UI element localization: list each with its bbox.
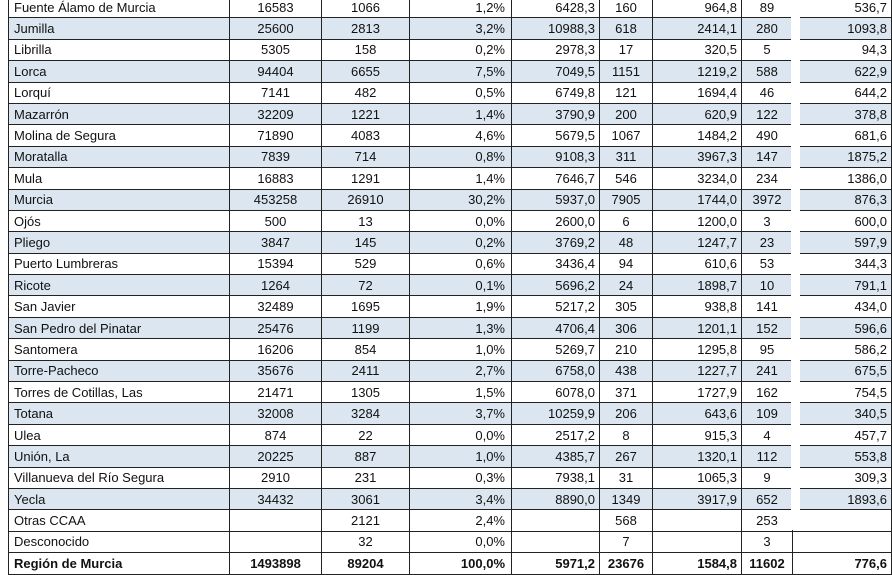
cell-c1: 32209 [230,103,322,124]
cell-c3: 30,2% [410,189,512,210]
cell-c6 [653,531,742,552]
cell-c1: 94404 [230,61,322,82]
cell-c8: 876,3 [793,189,892,210]
cell-c6: 1219,2 [653,61,742,82]
cell-c5: 305 [600,296,653,317]
cell-c6: 915,3 [653,424,742,445]
municipality-name: San Pedro del Pinatar [9,317,230,338]
cell-c1: 21471 [230,382,322,403]
cell-c3: 0,2% [410,232,512,253]
cell-c3: 2,7% [410,360,512,381]
cell-c4: 6078,0 [512,382,600,403]
municipality-name: Lorquí [9,82,230,103]
cell-c8 [793,510,892,531]
cell-c3: 4,6% [410,125,512,146]
cell-c6: 610,6 [653,253,742,274]
cell-c7: 253 [742,510,793,531]
cell-c4: 6758,0 [512,360,600,381]
municipality-name: Moratalla [9,146,230,167]
cell-c5: 8 [600,424,653,445]
table-row [9,360,892,381]
cell-c5: 618 [600,18,653,39]
cell-c6: 3917,9 [653,488,742,509]
cell-c6: 1295,8 [653,339,742,360]
table-row [9,446,892,467]
cell-c4: 7049,5 [512,61,600,82]
cell-c2: 1066 [322,0,410,18]
cell-c3: 0,0% [410,424,512,445]
cell-c2: 1695 [322,296,410,317]
cell-c3: 1,9% [410,296,512,317]
cell-c1: 453258 [230,189,322,210]
cell-c8: 622,9 [793,61,892,82]
cell-c4: 6428,3 [512,0,600,18]
cell-c6: 1727,9 [653,382,742,403]
data-table-container [8,0,887,575]
municipality-name: Desconocido [9,531,230,552]
cell-c7: 3 [742,210,793,231]
cell-c8: 94,3 [793,39,892,60]
cell-c4: 10259,9 [512,403,600,424]
cell-c5: 568 [600,510,653,531]
cell-c5: 311 [600,146,653,167]
cell-c7: 95 [742,339,793,360]
cell-c3: 1,4% [410,168,512,189]
cell-c4: 9108,3 [512,146,600,167]
table-row [9,531,892,552]
municipality-name: Molina de Segura [9,125,230,146]
cell-c5: 7905 [600,189,653,210]
cell-c7: 3972 [742,189,793,210]
table-row [9,168,892,189]
cell-c6: 643,6 [653,403,742,424]
cell-c3: 0,5% [410,82,512,103]
municipality-name: Ojós [9,210,230,231]
cell-c6: 1200,0 [653,210,742,231]
municipality-name: Pliego [9,232,230,253]
cell-c4: 2600,0 [512,210,600,231]
cell-c4: 5679,5 [512,125,600,146]
cell-c1: 7141 [230,82,322,103]
cell-c8: 600,0 [793,210,892,231]
cell-c1 [230,510,322,531]
cell-c2: 3061 [322,488,410,509]
cell-c1: 500 [230,210,322,231]
cell-c8: 1893,6 [793,488,892,509]
cell-c8: 675,5 [793,360,892,381]
cell-c2: 1221 [322,103,410,124]
cell-c4: 5269,7 [512,339,600,360]
table-row [9,61,892,82]
cell-c4: 4706,4 [512,317,600,338]
municipality-name: Santomera [9,339,230,360]
cell-c4: 3769,2 [512,232,600,253]
cell-c3: 0,6% [410,253,512,274]
cell-c5: 23676 [600,553,653,574]
cell-c8: 340,5 [793,403,892,424]
cell-c1: 7839 [230,146,322,167]
cell-c8 [793,531,892,552]
cell-c5: 31 [600,467,653,488]
cell-c2: 854 [322,339,410,360]
page-edge [791,0,800,530]
cell-c4 [512,510,600,531]
cell-c5: 6 [600,210,653,231]
cell-c8: 776,6 [793,553,892,574]
cell-c2: 2411 [322,360,410,381]
cell-c7: 241 [742,360,793,381]
cell-c3: 0,8% [410,146,512,167]
municipality-name: Región de Murcia [9,553,230,574]
cell-c7: 5 [742,39,793,60]
table-row [9,189,892,210]
cell-c8: 378,8 [793,103,892,124]
cell-c8: 597,9 [793,232,892,253]
table-row [9,467,892,488]
cell-c6: 3967,3 [653,146,742,167]
cell-c1: 25476 [230,317,322,338]
cell-c8: 791,1 [793,275,892,296]
cell-c2: 22 [322,424,410,445]
table-row [9,339,892,360]
cell-c4: 6749,8 [512,82,600,103]
table-row [9,103,892,124]
cell-c1: 71890 [230,125,322,146]
cell-c1: 16583 [230,0,322,18]
cell-c7: 3 [742,531,793,552]
cell-c4: 5937,0 [512,189,600,210]
cell-c2: 6655 [322,61,410,82]
municipality-name: Fuente Álamo de Murcia [9,0,230,18]
cell-c7: 4 [742,424,793,445]
cell-c7: 89 [742,0,793,18]
cell-c3: 1,4% [410,103,512,124]
cell-c3: 1,0% [410,339,512,360]
cell-c2: 72 [322,275,410,296]
cell-c3: 3,4% [410,488,512,509]
cell-c1: 2910 [230,467,322,488]
cell-c5: 438 [600,360,653,381]
cell-c4: 2517,2 [512,424,600,445]
cell-c6: 1247,7 [653,232,742,253]
cell-c1: 1493898 [230,553,322,574]
cell-c7: 46 [742,82,793,103]
cell-c7: 162 [742,382,793,403]
cell-c1: 32489 [230,296,322,317]
cell-c7: 23 [742,232,793,253]
cell-c2: 529 [322,253,410,274]
municipality-name: Murcia [9,189,230,210]
table-row [9,253,892,274]
cell-c5: 1151 [600,61,653,82]
cell-c7: 141 [742,296,793,317]
cell-c7: 588 [742,61,793,82]
cell-c5: 121 [600,82,653,103]
municipality-name: Torres de Cotillas, Las [9,382,230,403]
cell-c1 [230,531,322,552]
cell-c5: 267 [600,446,653,467]
municipality-name: Yecla [9,488,230,509]
table-row [9,275,892,296]
table-row [9,125,892,146]
cell-c7: 652 [742,488,793,509]
table-row [9,232,892,253]
municipality-name: Otras CCAA [9,510,230,531]
municipality-name: Ulea [9,424,230,445]
cell-c7: 122 [742,103,793,124]
cell-c7: 10 [742,275,793,296]
municipality-name: Torre-Pacheco [9,360,230,381]
cell-c5: 200 [600,103,653,124]
cell-c8: 586,2 [793,339,892,360]
cell-c2: 2813 [322,18,410,39]
cell-c8: 754,5 [793,382,892,403]
cell-c4: 2978,3 [512,39,600,60]
cell-c6: 3234,0 [653,168,742,189]
table-row [9,296,892,317]
cell-c8: 344,3 [793,253,892,274]
cell-c6: 1065,3 [653,467,742,488]
cell-c7: 11602 [742,553,793,574]
cell-c2: 145 [322,232,410,253]
municipality-name: Jumilla [9,18,230,39]
cell-c5: 160 [600,0,653,18]
table-row [9,317,892,338]
cell-c2: 482 [322,82,410,103]
cell-c6: 1898,7 [653,275,742,296]
cell-c6 [653,510,742,531]
cell-c3: 1,2% [410,0,512,18]
municipality-name: Puerto Lumbreras [9,253,230,274]
cell-c1: 16883 [230,168,322,189]
cell-c5: 546 [600,168,653,189]
table-row [9,146,892,167]
cell-c1: 34432 [230,488,322,509]
cell-c5: 206 [600,403,653,424]
cell-c6: 1320,1 [653,446,742,467]
cell-c2: 1305 [322,382,410,403]
table-row [9,82,892,103]
cell-c8: 644,2 [793,82,892,103]
cell-c6: 2414,1 [653,18,742,39]
cell-c3: 1,3% [410,317,512,338]
cell-c6: 964,8 [653,0,742,18]
cell-c8: 1875,2 [793,146,892,167]
cell-c4: 10988,3 [512,18,600,39]
cell-c6: 1584,8 [653,553,742,574]
cell-c7: 490 [742,125,793,146]
table-row [9,382,892,403]
municipality-name: Villanueva del Río Segura [9,467,230,488]
municipality-name: Unión, La [9,446,230,467]
cell-c5: 17 [600,39,653,60]
cell-c4: 5971,2 [512,553,600,574]
cell-c2: 1199 [322,317,410,338]
cell-c7: 112 [742,446,793,467]
cell-c5: 24 [600,275,653,296]
cell-c3: 0,0% [410,210,512,231]
cell-c2: 26910 [322,189,410,210]
cell-c4 [512,531,600,552]
cell-c2: 1291 [322,168,410,189]
cell-c2: 89204 [322,553,410,574]
municipality-name: Ricote [9,275,230,296]
cell-c4: 8890,0 [512,488,600,509]
cell-c8: 681,6 [793,125,892,146]
cell-c3: 3,7% [410,403,512,424]
cell-c2: 231 [322,467,410,488]
cell-c3: 2,4% [410,510,512,531]
cell-c8: 309,3 [793,467,892,488]
cell-c3: 0,3% [410,467,512,488]
municipality-name: Mula [9,168,230,189]
table-row [9,0,892,18]
cell-c4: 4385,7 [512,446,600,467]
cell-c2: 158 [322,39,410,60]
cell-c5: 210 [600,339,653,360]
cell-c4: 3790,9 [512,103,600,124]
cell-c7: 152 [742,317,793,338]
cell-c2: 32 [322,531,410,552]
municipality-table [8,0,892,575]
cell-c8: 553,8 [793,446,892,467]
cell-c8: 434,0 [793,296,892,317]
cell-c7: 280 [742,18,793,39]
cell-c3: 100,0% [410,553,512,574]
cell-c3: 1,0% [410,446,512,467]
cell-c5: 1349 [600,488,653,509]
cell-c8: 536,7 [793,0,892,18]
cell-c7: 234 [742,168,793,189]
total-row [9,553,892,574]
cell-c1: 35676 [230,360,322,381]
table-body [9,0,892,574]
cell-c6: 320,5 [653,39,742,60]
cell-c1: 874 [230,424,322,445]
cell-c2: 4083 [322,125,410,146]
cell-c6: 1201,1 [653,317,742,338]
cell-c8: 1386,0 [793,168,892,189]
cell-c1: 25600 [230,18,322,39]
municipality-name: San Javier [9,296,230,317]
cell-c7: 9 [742,467,793,488]
cell-c5: 48 [600,232,653,253]
cell-c4: 5696,2 [512,275,600,296]
cell-c8: 596,6 [793,317,892,338]
cell-c2: 13 [322,210,410,231]
cell-c2: 887 [322,446,410,467]
municipality-name: Totana [9,403,230,424]
cell-c1: 15394 [230,253,322,274]
table-row [9,510,892,531]
cell-c1: 5305 [230,39,322,60]
cell-c5: 371 [600,382,653,403]
cell-c6: 1227,7 [653,360,742,381]
cell-c4: 3436,4 [512,253,600,274]
cell-c6: 1694,4 [653,82,742,103]
table-row [9,424,892,445]
table-row [9,488,892,509]
cell-c4: 7646,7 [512,168,600,189]
cell-c1: 20225 [230,446,322,467]
cell-c1: 1264 [230,275,322,296]
cell-c3: 0,0% [410,531,512,552]
cell-c5: 1067 [600,125,653,146]
municipality-name: Lorca [9,61,230,82]
cell-c6: 938,8 [653,296,742,317]
cell-c5: 94 [600,253,653,274]
cell-c7: 53 [742,253,793,274]
cell-c3: 0,2% [410,39,512,60]
cell-c3: 3,2% [410,18,512,39]
cell-c8: 457,7 [793,424,892,445]
municipality-name: Mazarrón [9,103,230,124]
cell-c2: 714 [322,146,410,167]
cell-c6: 1744,0 [653,189,742,210]
cell-c4: 7938,1 [512,467,600,488]
cell-c7: 147 [742,146,793,167]
table-row [9,210,892,231]
cell-c8: 1093,8 [793,18,892,39]
table-row [9,403,892,424]
cell-c3: 7,5% [410,61,512,82]
cell-c3: 1,5% [410,382,512,403]
cell-c6: 1484,2 [653,125,742,146]
cell-c3: 0,1% [410,275,512,296]
cell-c6: 620,9 [653,103,742,124]
municipality-name: Librilla [9,39,230,60]
cell-c7: 109 [742,403,793,424]
cell-c1: 16206 [230,339,322,360]
cell-c4: 5217,2 [512,296,600,317]
cell-c5: 306 [600,317,653,338]
cell-c5: 7 [600,531,653,552]
cell-c1: 32008 [230,403,322,424]
table-row [9,39,892,60]
cell-c2: 3284 [322,403,410,424]
cell-c1: 3847 [230,232,322,253]
cell-c2: 2121 [322,510,410,531]
table-row [9,18,892,39]
